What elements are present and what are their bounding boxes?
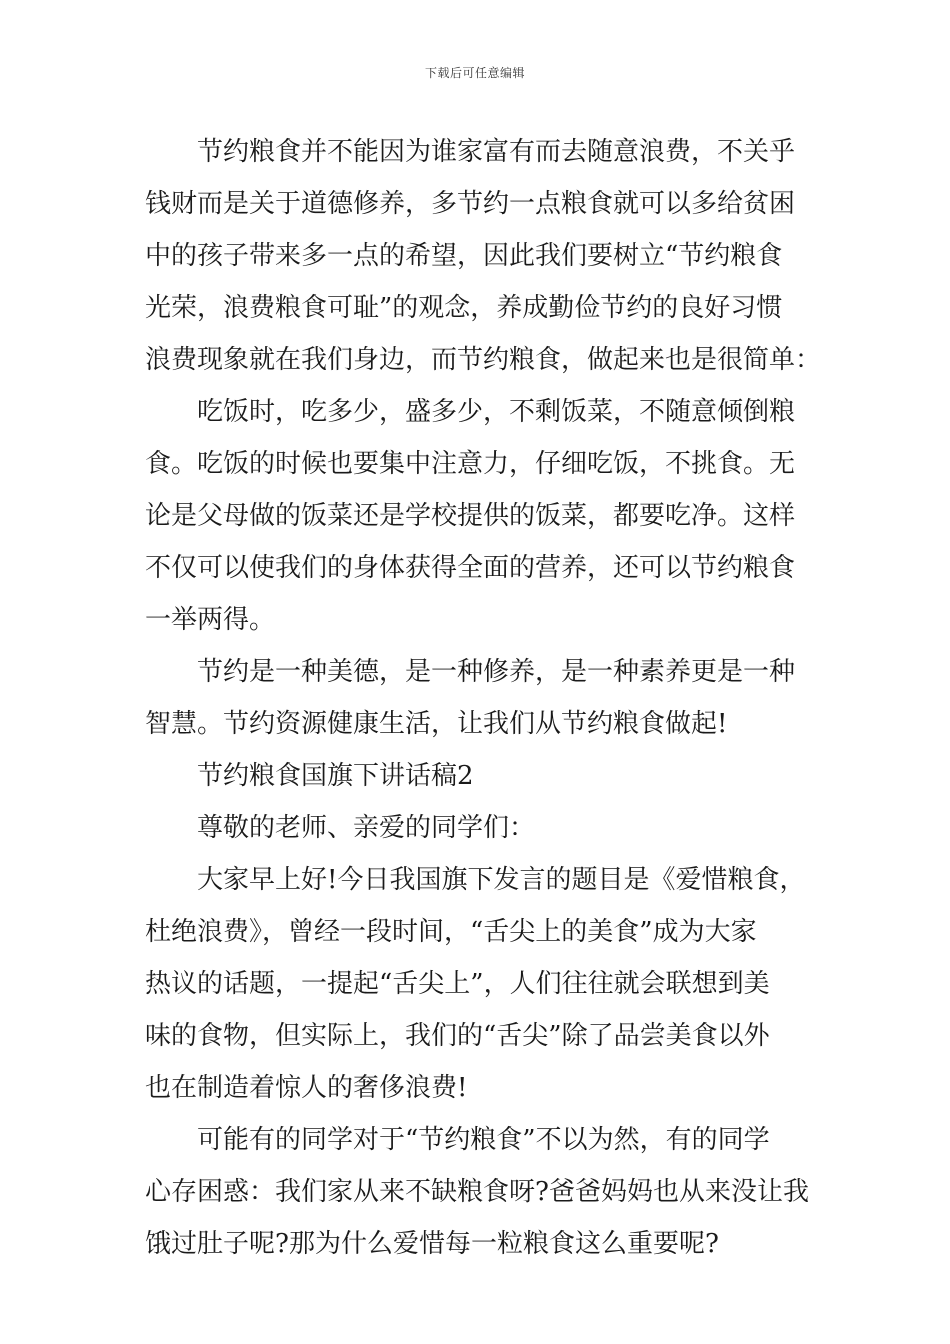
text-line: 大家早上好!今日我国旗下发言的题目是《爱惜粮食，: [197, 865, 806, 895]
text-line: 浪费现象就在我们身边，而节约粮食，做起来也是很简单：: [145, 345, 822, 375]
text-line: 食。吃饭的时候也要集中注意力，仔细吃饭，不挑食。无: [145, 449, 796, 479]
text-line: 智慧。节约资源健康生活，让我们从节约粮食做起!: [145, 709, 728, 739]
text-line: 一举两得。: [145, 605, 276, 635]
text-line: 中的孩子带来多一点的希望，因此我们要树立“节约粮食: [145, 241, 783, 271]
text-line: 热议的话题，一提起“舌尖上”，人们往往就会联想到美: [145, 969, 770, 999]
text-line: 吃饭时，吃多少，盛多少，不剩饭菜，不随意倾倒粮: [197, 397, 796, 427]
text-line: 不仅可以使我们的身体获得全面的营养，还可以节约粮食: [145, 553, 796, 583]
page-header: 下载后可任意编辑: [424, 66, 525, 80]
section-title: 节约粮食国旗下讲话稿2: [197, 761, 474, 791]
text-line: 节约粮食并不能因为谁家富有而去随意浪费，不关乎: [197, 137, 796, 167]
text-line: 论是父母做的饭菜还是学校提供的饭菜，都要吃净。这样: [145, 501, 796, 531]
text-line: 杜绝浪费》，曾经一段时间，“舌尖上的美食”成为大家: [145, 917, 757, 947]
text-line: 可能有的同学对于“节约粮食”不以为然，有的同学: [197, 1125, 770, 1155]
salutation: 尊敬的老师、亲爱的同学们：: [197, 813, 536, 843]
text-line: 节约是一种美德，是一种修养，是一种素养更是一种: [197, 657, 796, 687]
text-line: 心存困惑：我们家从来不缺粮食呀?爸爸妈妈也从来没让我: [145, 1177, 809, 1207]
text-line: 钱财而是关于道德修养，多节约一点粮食就可以多给贫困: [145, 189, 796, 219]
text-line: 也在制造着惊人的奢侈浪费!: [145, 1073, 468, 1103]
document-body: [145, 126, 822, 1270]
text-line: 光荣，浪费粮食可耻”的观念，养成勤俭节约的良好习惯: [145, 293, 783, 323]
text-line: 味的食物，但实际上，我们的“舌尖”除了品尝美食以外: [145, 1021, 770, 1051]
text-line: 饿过肚子呢?那为什么爱惜每一粒粮食这么重要呢?: [145, 1229, 719, 1259]
